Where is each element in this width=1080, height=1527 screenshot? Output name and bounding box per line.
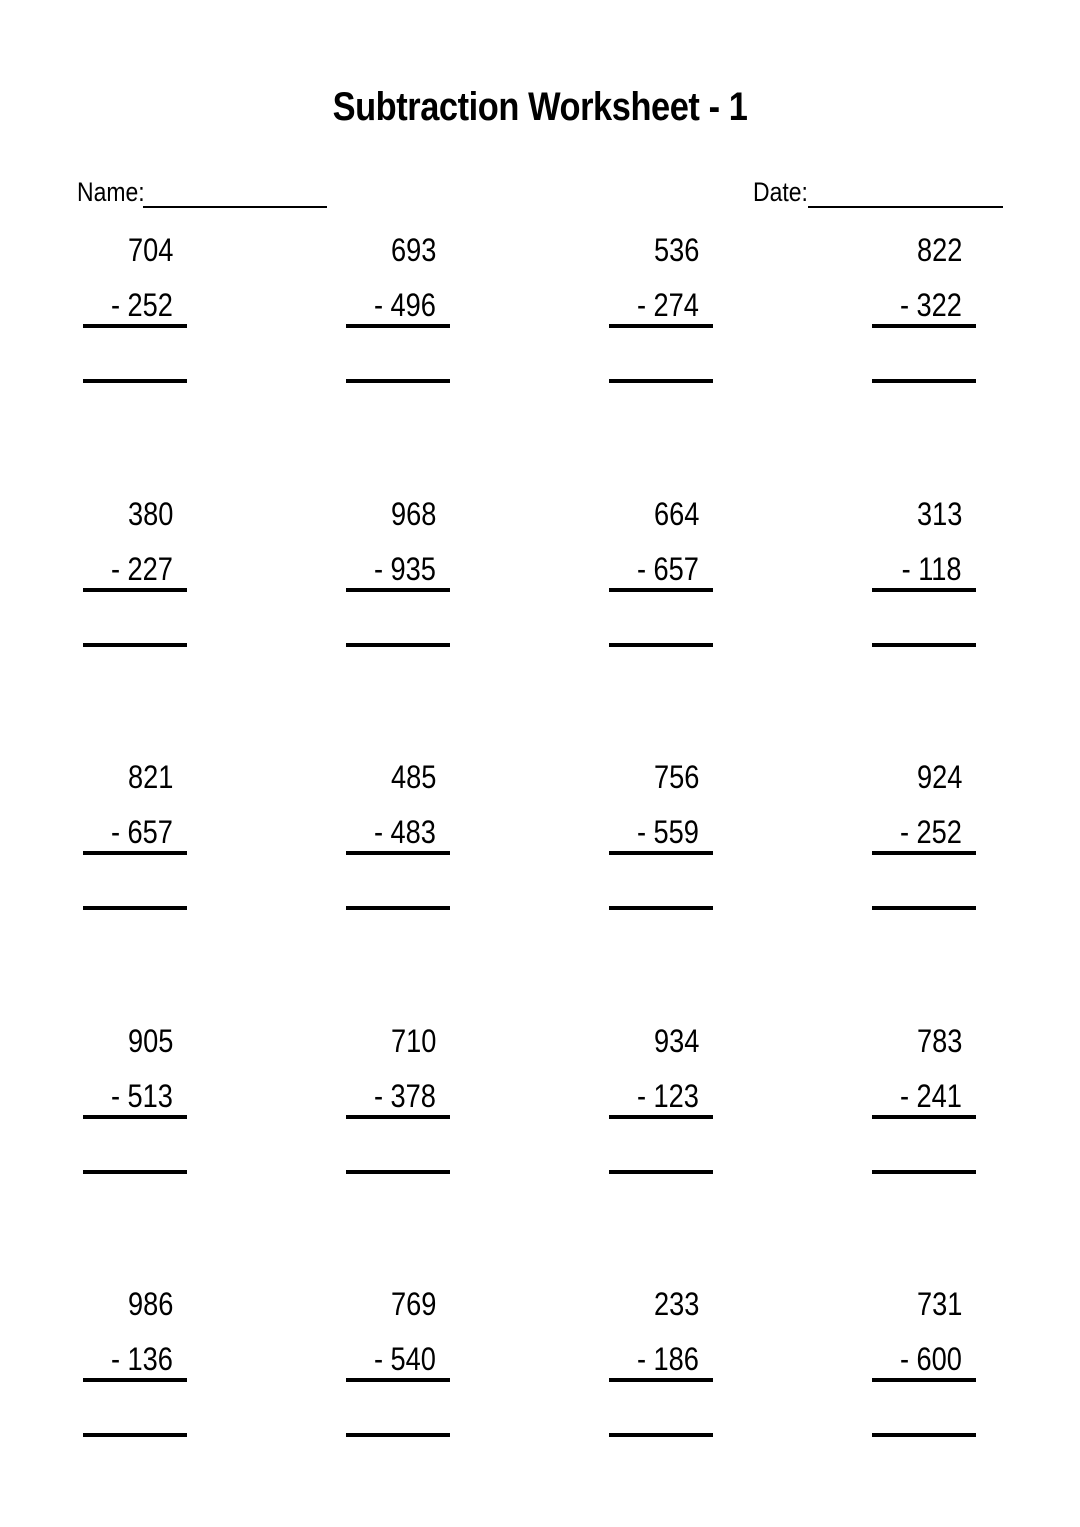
equals-line: [872, 324, 976, 328]
answer-blank[interactable]: [872, 643, 976, 647]
equals-line: [346, 588, 450, 592]
subtrahend: - 513: [111, 1078, 173, 1114]
subtrahend: - 227: [111, 551, 173, 587]
equals-line: [872, 588, 976, 592]
equals-line: [346, 1378, 450, 1382]
answer-blank[interactable]: [83, 1433, 187, 1437]
answer-blank[interactable]: [609, 906, 713, 910]
name-label: Name:: [77, 177, 145, 207]
equals-line: [872, 1115, 976, 1119]
minuend: 693: [390, 232, 436, 268]
equals-line: [83, 588, 187, 592]
minuend: 233: [653, 1286, 699, 1322]
equals-line: [346, 324, 450, 328]
equals-line: [83, 324, 187, 328]
equals-line: [346, 1115, 450, 1119]
answer-blank[interactable]: [609, 1170, 713, 1174]
answer-blank[interactable]: [83, 906, 187, 910]
minuend: 704: [127, 232, 173, 268]
answer-blank[interactable]: [83, 379, 187, 383]
minuend: 905: [127, 1023, 173, 1059]
subtrahend: - 935: [374, 551, 436, 587]
equals-line: [872, 851, 976, 855]
minuend: 664: [653, 496, 699, 532]
subtrahend: - 241: [900, 1078, 962, 1114]
minuend: 756: [653, 759, 699, 795]
subtrahend: - 186: [637, 1341, 699, 1377]
answer-blank[interactable]: [83, 643, 187, 647]
minuend: 536: [653, 232, 699, 268]
subtrahend: - 136: [111, 1341, 173, 1377]
answer-blank[interactable]: [346, 1433, 450, 1437]
subtrahend: - 600: [900, 1341, 962, 1377]
subtrahend: - 322: [900, 287, 962, 323]
minuend: 485: [390, 759, 436, 795]
subtrahend: - 657: [637, 551, 699, 587]
answer-blank[interactable]: [346, 906, 450, 910]
answer-blank[interactable]: [872, 906, 976, 910]
minuend: 769: [390, 1286, 436, 1322]
subtrahend: - 252: [111, 287, 173, 323]
equals-line: [609, 324, 713, 328]
subtrahend: - 274: [637, 287, 699, 323]
equals-line: [609, 588, 713, 592]
date-label: Date:: [753, 177, 808, 207]
minuend: 731: [916, 1286, 962, 1322]
answer-blank[interactable]: [346, 379, 450, 383]
subtrahend: - 540: [374, 1341, 436, 1377]
equals-line: [609, 1115, 713, 1119]
minuend: 380: [127, 496, 173, 532]
date-blank[interactable]: [808, 206, 1003, 208]
answer-blank[interactable]: [872, 1433, 976, 1437]
worksheet-title: Subtraction Worksheet - 1: [332, 85, 748, 129]
equals-line: [346, 851, 450, 855]
name-blank[interactable]: [143, 206, 327, 208]
subtrahend: - 252: [900, 814, 962, 850]
equals-line: [609, 851, 713, 855]
answer-blank[interactable]: [609, 379, 713, 383]
subtrahend: - 118: [902, 551, 962, 587]
equals-line: [609, 1378, 713, 1382]
minuend: 783: [916, 1023, 962, 1059]
answer-blank[interactable]: [609, 643, 713, 647]
answer-blank[interactable]: [872, 379, 976, 383]
answer-blank[interactable]: [872, 1170, 976, 1174]
answer-blank[interactable]: [346, 1170, 450, 1174]
equals-line: [83, 1378, 187, 1382]
answer-blank[interactable]: [83, 1170, 187, 1174]
answer-blank[interactable]: [346, 643, 450, 647]
subtrahend: - 496: [374, 287, 436, 323]
minuend: 313: [916, 496, 962, 532]
subtrahend: - 559: [637, 814, 699, 850]
minuend: 710: [390, 1023, 436, 1059]
subtrahend: - 378: [374, 1078, 436, 1114]
minuend: 934: [653, 1023, 699, 1059]
equals-line: [872, 1378, 976, 1382]
minuend: 924: [916, 759, 962, 795]
answer-blank[interactable]: [609, 1433, 713, 1437]
equals-line: [83, 1115, 187, 1119]
minuend: 821: [127, 759, 173, 795]
equals-line: [83, 851, 187, 855]
minuend: 986: [127, 1286, 173, 1322]
minuend: 968: [390, 496, 436, 532]
minuend: 822: [916, 232, 962, 268]
subtrahend: - 657: [111, 814, 173, 850]
subtrahend: - 123: [637, 1078, 699, 1114]
subtrahend: - 483: [374, 814, 436, 850]
